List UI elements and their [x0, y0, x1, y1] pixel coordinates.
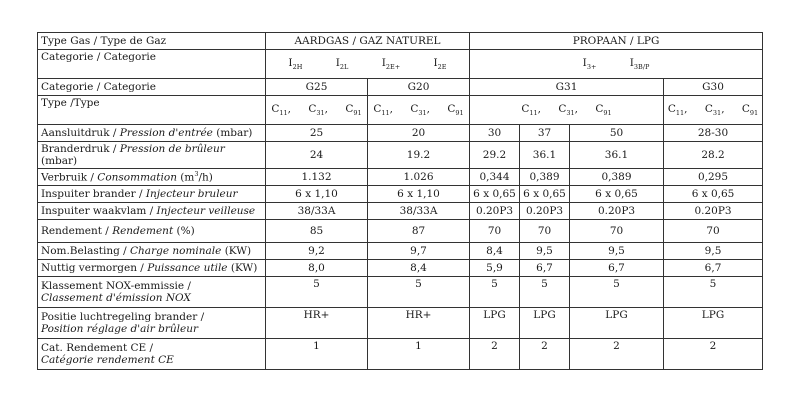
type-g31: $C_{11}$, $C_{31}$, $C_{91}$	[470, 96, 664, 125]
gas-type-label: Type Gas / Type de Gaz	[38, 33, 266, 50]
burner-pressure-value: 19.2	[368, 142, 470, 169]
row-injector-burner	[38, 186, 763, 203]
ce-class-value: 2	[520, 339, 570, 370]
row-efficiency	[38, 220, 763, 243]
category2-label: Categorie / Categorie	[38, 79, 266, 96]
nox-class-value: 5	[520, 277, 570, 308]
gas-type-propane: PROPAAN / LPG	[470, 33, 763, 50]
useful-power-value: 6,7	[520, 260, 570, 277]
burner-pressure-value: 24	[266, 142, 368, 169]
consumption-value: 0,344	[470, 169, 520, 186]
row-ce-class	[38, 339, 763, 370]
category2-g20: G20	[368, 79, 470, 96]
pressure-in-value: 50	[570, 125, 664, 142]
useful-power-value: 5,9	[470, 260, 520, 277]
burner-pressure-value: 36.1	[570, 142, 664, 169]
nox-class-value: 5	[664, 277, 763, 308]
category1-label: Categorie / Categorie	[38, 50, 266, 79]
nox-class-value: 5	[368, 277, 470, 308]
injector-pilot-label: Inspuiter waakvlam / Injecteur veilleuse	[38, 203, 266, 220]
gas-type-natural: AARDGAS / GAZ NATUREL	[266, 33, 470, 50]
pressure-in-value: 28-30	[664, 125, 763, 142]
injector-burner-value: 6 x 0,65	[470, 186, 520, 203]
category2-g30: G30	[664, 79, 763, 96]
nox-class-label: Klassement NOX-emmissie / Classement d'émission NOX	[38, 277, 266, 308]
nominal-load-value: 8,4	[470, 243, 520, 260]
efficiency-value: 70	[520, 220, 570, 243]
category2-g25: G25	[266, 79, 368, 96]
row-nominal-load	[38, 243, 763, 260]
ce-class-value: 2	[664, 339, 763, 370]
nominal-load-value: 9,5	[570, 243, 664, 260]
injector-pilot-value: 0.20P3	[520, 203, 570, 220]
row-type	[38, 96, 763, 125]
ce-class-value: 1	[266, 339, 368, 370]
nox-class-value: 5	[266, 277, 368, 308]
air-position-value: LPG	[470, 308, 520, 339]
air-position-value: LPG	[520, 308, 570, 339]
row-category-1	[38, 50, 763, 79]
row-gas-type	[38, 33, 763, 50]
row-burner-pressure	[38, 142, 763, 169]
burner-pressure-label: Branderdruk / Pression de brûleur (mbar)	[38, 142, 266, 169]
injector-burner-value: 6 x 0,65	[570, 186, 664, 203]
nominal-load-value: 9,7	[368, 243, 470, 260]
ce-class-value: 2	[470, 339, 520, 370]
injector-burner-value: 6 x 0,65	[664, 186, 763, 203]
useful-power-value: 6,7	[664, 260, 763, 277]
injector-burner-value: 6 x 1,10	[368, 186, 470, 203]
efficiency-value: 70	[470, 220, 520, 243]
efficiency-value: 70	[664, 220, 763, 243]
gas-spec-table	[37, 32, 763, 370]
air-position-value: HR+	[368, 308, 470, 339]
pressure-in-label: Aansluitdruk / Pression d'entrée (mbar)	[38, 125, 266, 142]
injector-burner-label: Inspuiter brander / Injecteur bruleur	[38, 186, 266, 203]
burner-pressure-value: 29.2	[470, 142, 520, 169]
nox-class-value: 5	[470, 277, 520, 308]
pressure-in-value: 25	[266, 125, 368, 142]
row-nox-class	[38, 277, 763, 308]
consumption-value: 1.132	[266, 169, 368, 186]
row-air-position	[38, 308, 763, 339]
air-position-value: LPG	[570, 308, 664, 339]
row-consumption	[38, 169, 763, 186]
row-category-2	[38, 79, 763, 96]
pressure-in-value: 37	[520, 125, 570, 142]
useful-power-value: 8,4	[368, 260, 470, 277]
efficiency-value: 70	[570, 220, 664, 243]
air-position-label: Positie luchtregeling brander / Position réglage d'air brûleur	[38, 308, 266, 339]
consumption-label: Verbruik / Consommation $(m^3/h)$	[38, 169, 266, 186]
type-label: Type /Type	[38, 96, 266, 125]
consumption-value: 1.026	[368, 169, 470, 186]
injector-pilot-value: 38/33A	[266, 203, 368, 220]
useful-power-value: 6,7	[570, 260, 664, 277]
burner-pressure-value: 36.1	[520, 142, 570, 169]
consumption-value: 0,389	[520, 169, 570, 186]
ce-class-value: 1	[368, 339, 470, 370]
efficiency-value: 85	[266, 220, 368, 243]
nominal-load-value: 9,5	[664, 243, 763, 260]
efficiency-value: 87	[368, 220, 470, 243]
consumption-value: 0,295	[664, 169, 763, 186]
nox-class-value: 5	[570, 277, 664, 308]
consumption-value: 0,389	[570, 169, 664, 186]
injector-burner-value: 6 x 1,10	[266, 186, 368, 203]
ce-class-value: 2	[570, 339, 664, 370]
air-position-value: LPG	[664, 308, 763, 339]
useful-power-label: Nuttig vermorgen / Puissance utile (KW)	[38, 260, 266, 277]
row-pressure-in	[38, 125, 763, 142]
type-g30: $C_{11}$, $C_{31}$, $C_{91}$	[664, 96, 763, 125]
useful-power-value: 8,0	[266, 260, 368, 277]
category1-propane: $I_{3+}$ $I_{3B/P}$	[470, 50, 763, 79]
nominal-load-label: Nom.Belasting / Charge nominale (KW)	[38, 243, 266, 260]
row-useful-power	[38, 260, 763, 277]
type-g20: $C_{11}$, $C_{31}$, $C_{91}$	[368, 96, 470, 125]
air-position-value: HR+	[266, 308, 368, 339]
burner-pressure-value: 28.2	[664, 142, 763, 169]
pressure-in-value: 30	[470, 125, 520, 142]
nominal-load-value: 9,5	[520, 243, 570, 260]
nominal-load-value: 9,2	[266, 243, 368, 260]
type-g25: $C_{11}$, $C_{31}$, $C_{91}$	[266, 96, 368, 125]
injector-pilot-value: 38/33A	[368, 203, 470, 220]
category1-natural: $I_{2H}$ $I_{2L}$ $I_{2E+}$ $I_{2E}$	[266, 50, 470, 79]
efficiency-label: Rendement / Rendement (%)	[38, 220, 266, 243]
injector-pilot-value: 0.20P3	[470, 203, 520, 220]
row-injector-pilot	[38, 203, 763, 220]
pressure-in-value: 20	[368, 125, 470, 142]
ce-class-label: Cat. Rendement CE / Catégorie rendement CE	[38, 339, 266, 370]
injector-burner-value: 6 x 0,65	[520, 186, 570, 203]
category2-g31: G31	[470, 79, 664, 96]
injector-pilot-value: 0.20P3	[664, 203, 763, 220]
injector-pilot-value: 0.20P3	[570, 203, 664, 220]
